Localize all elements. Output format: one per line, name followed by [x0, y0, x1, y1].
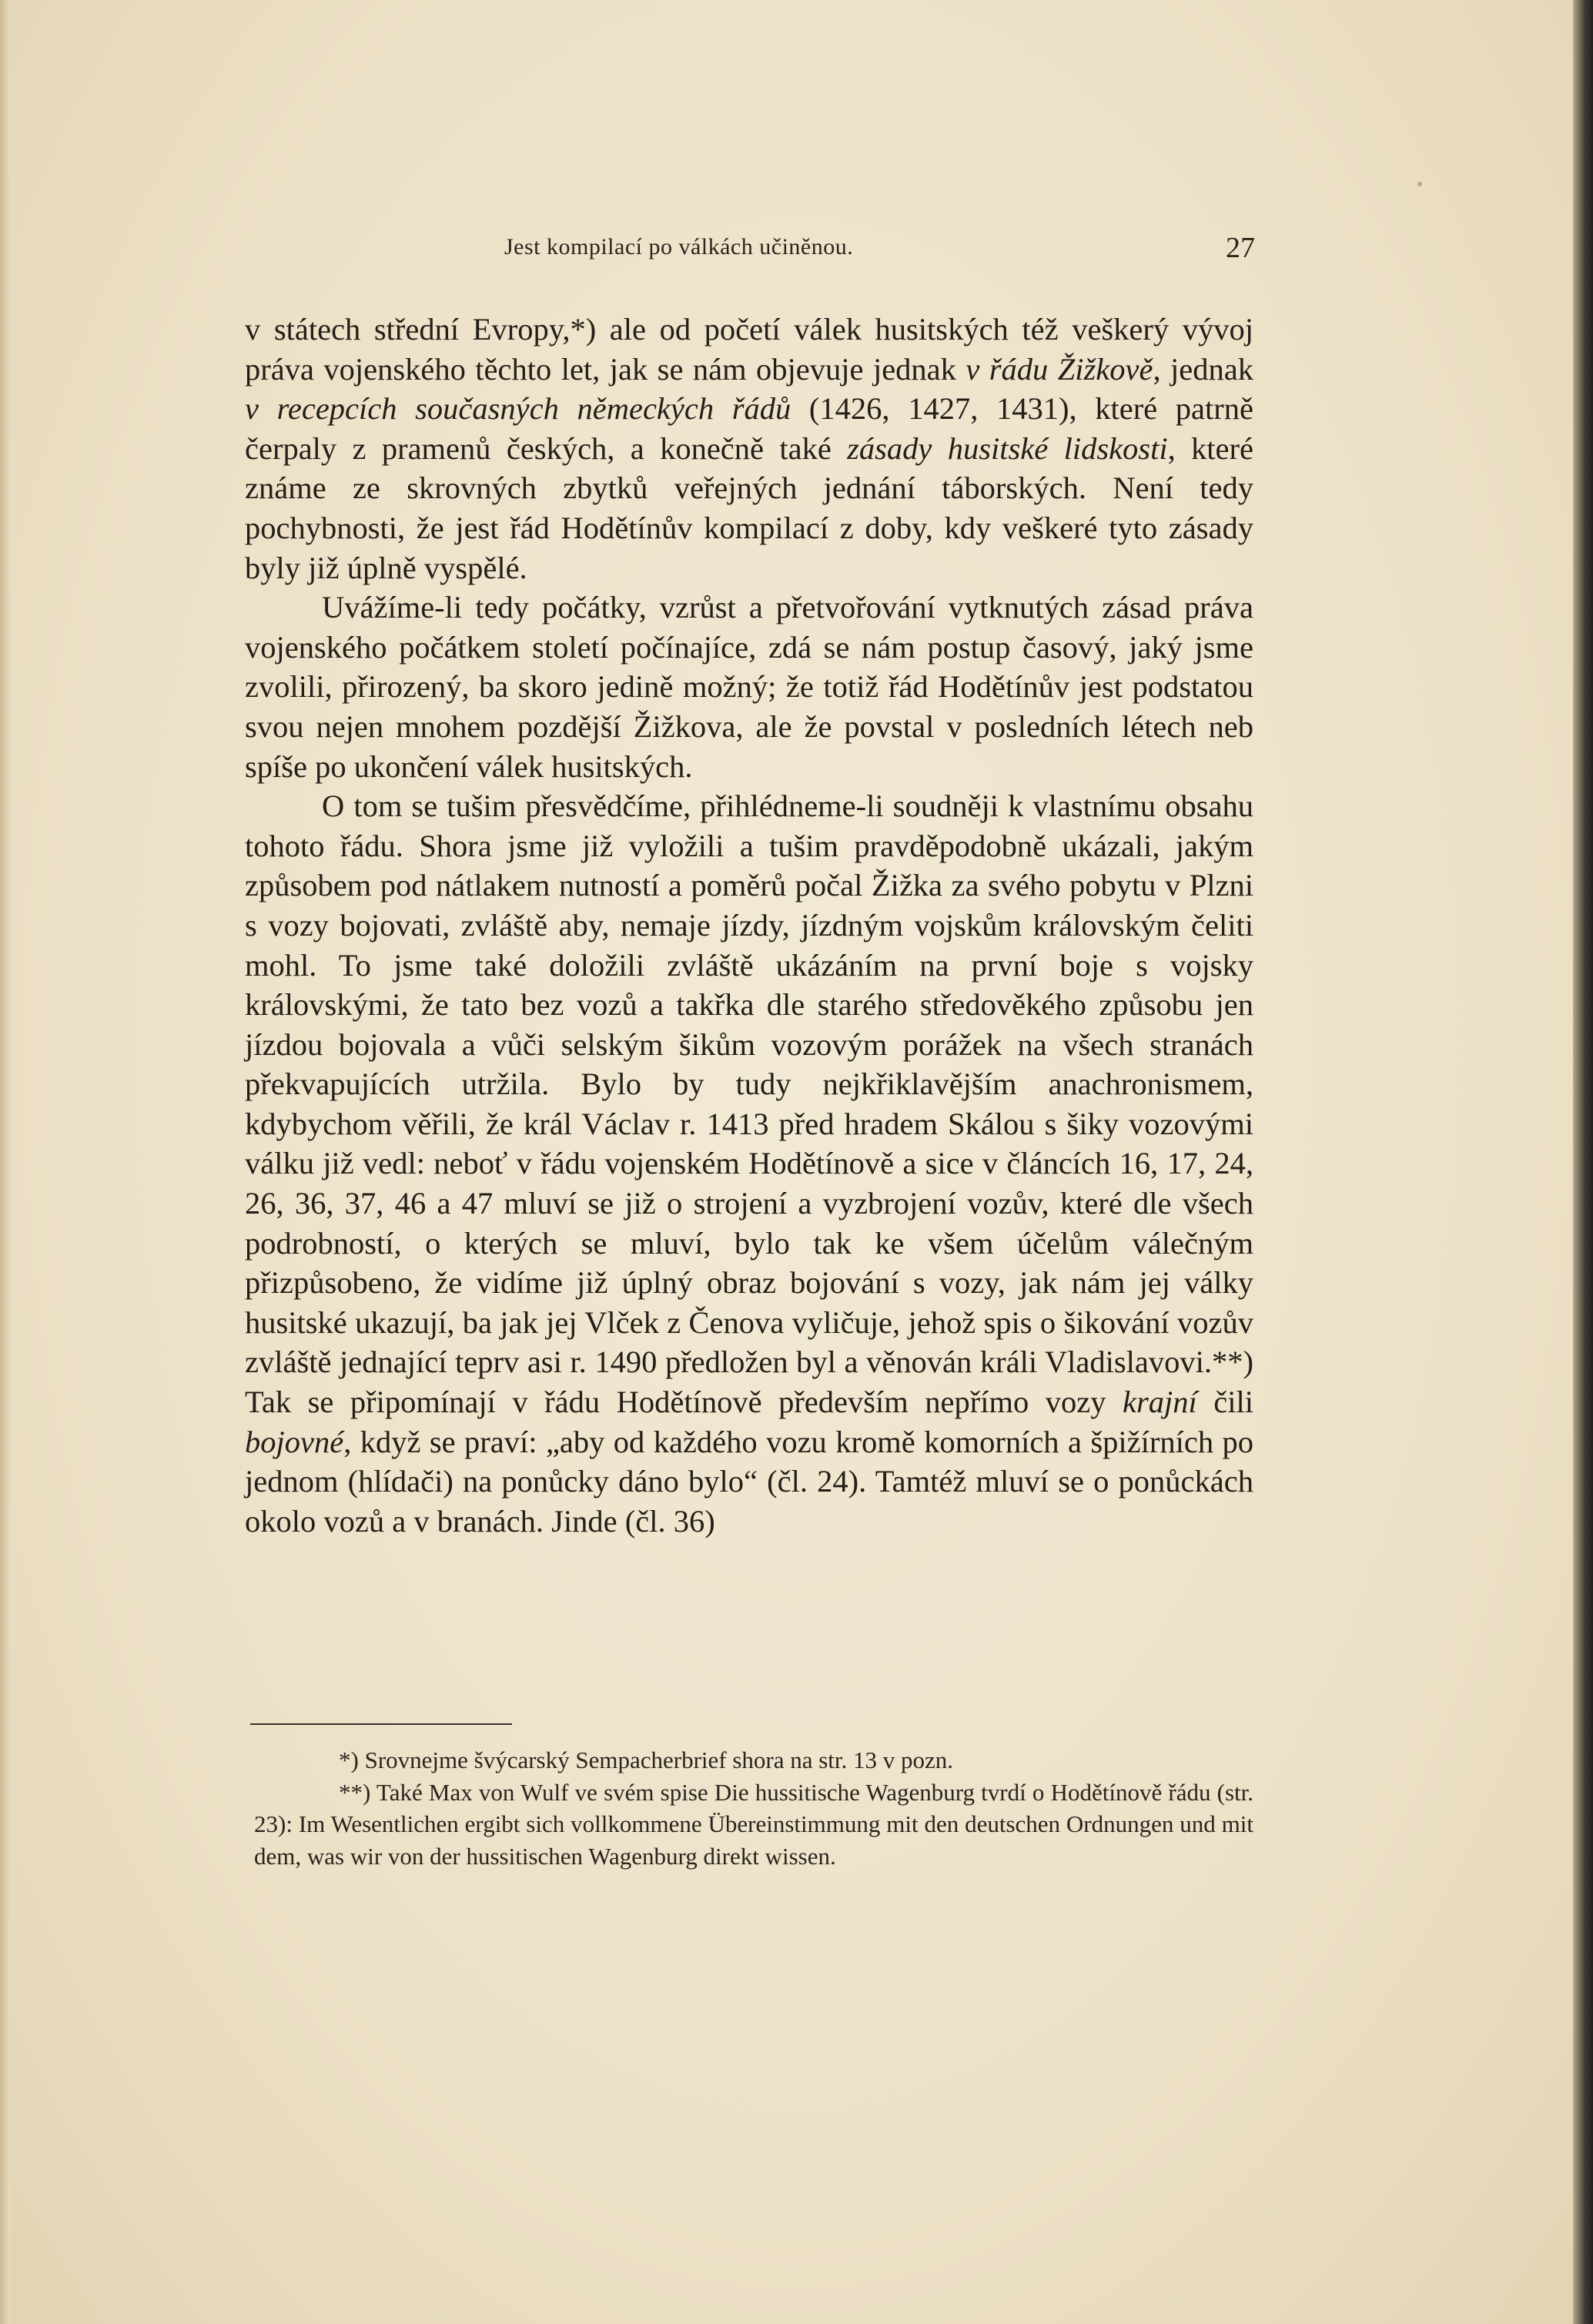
- paragraph-3-text-2: čili: [1196, 1385, 1253, 1420]
- paragraph-1: [245, 310, 1253, 588]
- paragraph-3-italic-2: bojovné: [245, 1424, 344, 1459]
- paragraph-1-italic-3: zásady husitské lidskosti: [847, 430, 1168, 466]
- page-right-edge-shadow: [1573, 0, 1593, 2324]
- page-number: 27: [1226, 232, 1255, 264]
- footnote-2: **) Také Max von Wulf ve svém spise Die hussitische Wagenburg tvrdí o Hodětínově řádu (str. 23): Im Wesentlichen ergibt sich vollkommene Übereinstimmung mit den deutschen Ordnungen und mit dem, was wir von der hussitischen Wagenburg direkt wissen.: [254, 1778, 1253, 1870]
- paragraph-2: Uvážíme-li tedy počátky, vzrůst a přetvořování vytknutých zásad práva vojenského počátkem století počínajíce, zdá se nám postup časový, jaký jsme zvolili, přirozený, ba skoro jedině možný; že totiž řád Hodětínův jest podstatou svou nejen mnohem pozdější Žižkova, ale že povstal v posledních létech neb spíše po ukončení válek husitských.: [245, 590, 1253, 784]
- page-left-edge: [0, 0, 11, 2324]
- paragraph-3: [245, 786, 1253, 1541]
- paragraph-1-text-2: , jednak: [1153, 351, 1253, 387]
- footnotes: [254, 1744, 1253, 1872]
- paragraph-1-italic-2: v recepcích současných německých řádů: [245, 391, 791, 427]
- paragraph-1-text-1: v státech střední Evropy,*) ale od početí válek husitských též veškerý vývoj práva vojenského těchto let, jak se nám objevuje jednak: [245, 312, 1253, 387]
- footnote-separator-rule: [250, 1723, 512, 1725]
- footnote-1: *) Srovnejme švýcarský Sempacherbrief shora na str. 13 v pozn.: [339, 1746, 954, 1773]
- paragraph-3-text-3: , když se praví: „aby od každého vozu kromě komorních a špižírních po jednom (hlídači) na ponůcky dáno bylo“ (čl. 24). Tamtéž mluví se o ponůckách okolo vozů a v branách. Jinde (čl. 36): [245, 1424, 1253, 1539]
- main-text: [245, 310, 1253, 1541]
- paragraph-1-italic-1: v řádu Žižkově: [966, 351, 1153, 387]
- paragraph-3-text-1: O tom se tušim přesvědčíme, přihlédneme-li soudněji k vlastnímu obsahu tohoto řádu. Shora jsme již vyložili a tušim pravděpodobně ukázali, jakým způsobem pod nátlakem nutností a poměrů počal Žižka za svého pobytu v Plzni s vozy bojovati, zvláště aby, nemaje jízdy, jízdným vojskům královským čeliti mohl. To jsme také doložili zvláště ukázáním na první boje s vojsky královskými, že tato bez vozů a takřka dle starého středověkého způsobu jen jízdou bojovala a vůči selským šikům vozovým porážek na všech stranách překvapujících utržila. Bylo by tudy nejkřiklavějším anachronismem, kdybychom věřili, že král Václav r. 1413 před hradem Skálou s šiky vozovými válku již vedl: neboť v řádu vojenském Hodětínově a sice v článcích 16, 17, 24, 26, 36, 37, 46 a 47 mluví se již o strojení a vyzbrojení vozův, které dle všech podrobností, o kterých se mluví, bylo tak ke všem účelům válečným přizpůsobeno, že vidíme již úplný obraz bojování s vozy, jak nám jej války husitské ukazují, ba jak jej Vlček z Čenova vyličuje, jehož spis o šikování vozův zvláště jednající teprv asi r. 1490 předložen byl a věnován králi Vladislavovi.**) Tak se připomínají v řádu Hodětínově především nepřímo vozy: [245, 789, 1253, 1420]
- paper-speck: [1417, 182, 1422, 186]
- running-head: Jest kompilací po válkách učiněnou.: [504, 234, 854, 260]
- paragraph-1-text-3: (1426, 1427, 1431), které patrně čerpaly z pramenů českých, a konečně také: [245, 391, 1253, 466]
- paragraph-3-italic-1: krajní: [1123, 1385, 1197, 1420]
- paragraph-1-text-4: , které známe ze skrovných zbytků veřejných jednání táborských. Není tedy pochybnosti, že jest řád Hodětínův kompilací z doby, kdy veškeré tyto zásady byly již úplně vyspělé.: [245, 430, 1253, 585]
- page-header: [504, 231, 1255, 270]
